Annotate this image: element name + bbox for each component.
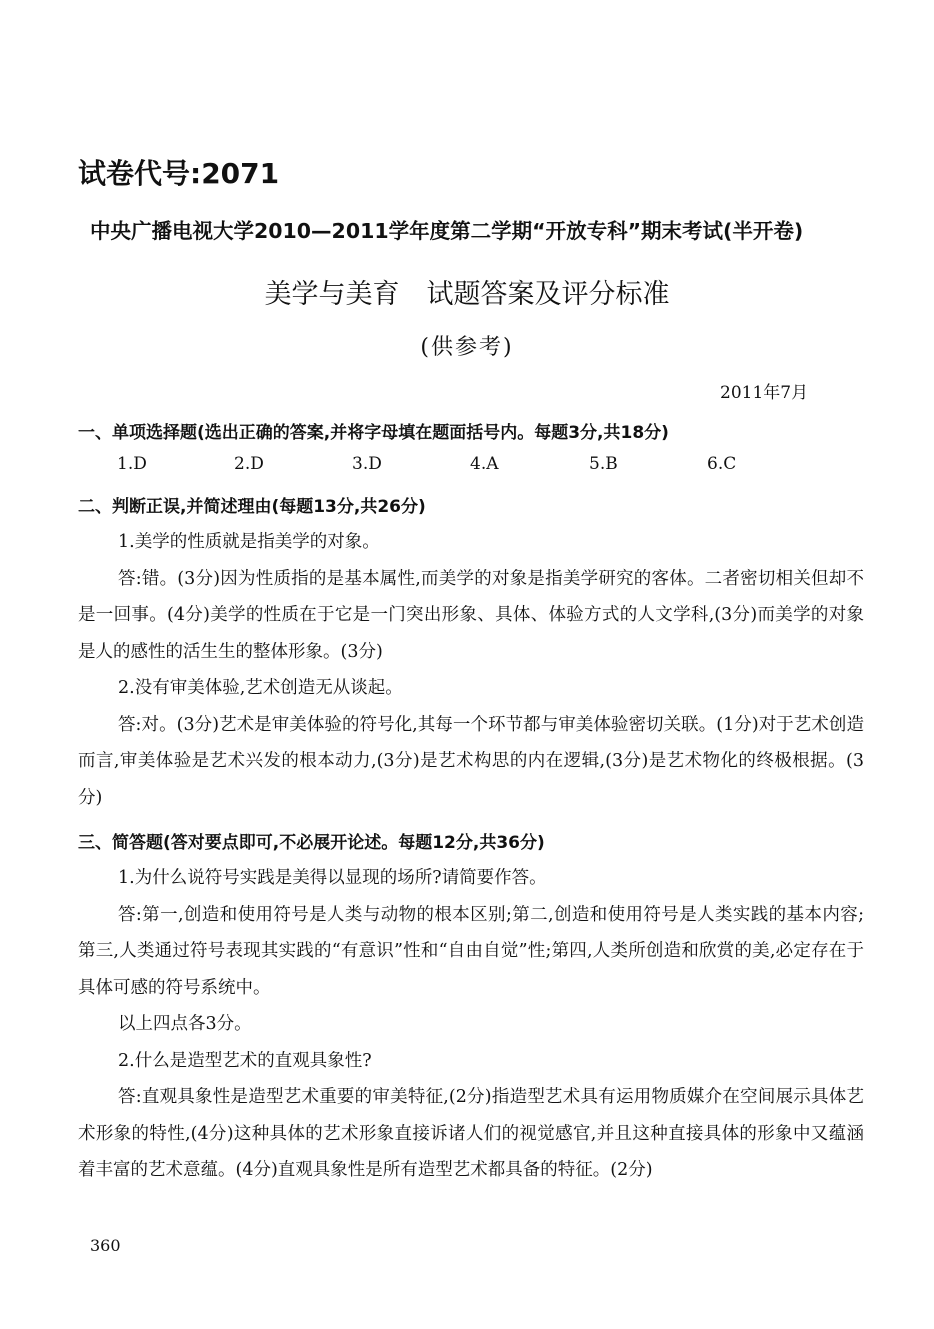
exam-date: 2011年7月 — [720, 383, 809, 403]
mc-answer-2: 2.D — [234, 454, 264, 474]
section3-answer-2: 答:直观具象性是造型艺术重要的审美特征,(2分)指造型艺术具有运用物质媒介在空间展示具体艺术形象的特性,(4分)这种具体的艺术形象直接诉诸人们的视觉感官,并且这种直接具体的形象中又蕴涵着丰富的艺术意蕴。(4分)直观具象性是所有造型艺术都具备的特征。(2分) — [78, 1087, 864, 1180]
section2-heading: 二、判断正误,并简述理由(每题13分,共26分) — [78, 497, 426, 517]
section2-answer-2: 答:对。(3分)艺术是审美体验的符号化,其每一个环节都与审美体验密切关联。(1分)对于艺术创造而言,审美体验是艺术兴发的根本动力,(3分)是艺术构思的内在逻辑,(3分)是艺术物化的终极根据。(3分) — [78, 714, 864, 808]
paper-code: 试卷代号:2071 — [78, 157, 280, 190]
section2-body — [78, 524, 864, 816]
section2-question-2: 2.没有审美体验,艺术创造无从谈起。 — [118, 678, 403, 698]
section2-answer-1: 答:错。(3分)因为性质指的是基本属性,而美学的对象是指美学研究的客体。二者密切相关但却不是一回事。(4分)美学的性质在于它是一门突出形象、具体、体验方式的人文学科,(3分)而美学的对象是人的感性的活生生的整体形象。(3分) — [78, 568, 864, 662]
section3-question-2: 2.什么是造型艺术的直观具象性? — [118, 1050, 372, 1071]
page-number: 360 — [90, 1236, 121, 1255]
page-title: 美学与美育 试题答案及评分标准 — [264, 279, 670, 310]
mc-answer-1: 1.D — [117, 454, 147, 474]
mc-answer-4: 4.A — [470, 454, 499, 474]
mc-answer-5: 5.B — [589, 454, 618, 474]
section3-heading: 三、简答题(答对要点即可,不必展开论述。每题12分,共36分) — [78, 833, 545, 853]
mc-answer-3: 3.D — [352, 454, 382, 474]
exam-header: 中央广播电视大学2010—2011学年度第二学期“开放专科”期末考试(半开卷) — [90, 219, 804, 243]
section1-heading: 一、单项选择题(选出正确的答案,并将字母填在题面括号内。每题3分,共18分) — [78, 423, 669, 443]
section3-answer-1-note: 以上四点各3分。 — [118, 1014, 252, 1034]
section3-body — [78, 860, 864, 1189]
section3-answer-1: 答:第一,创造和使用符号是人类与动物的根本区别;第二,创造和使用符号是人类实践的基本内容;第三,人类通过符号表现其实践的“有意识”性和“自由自觉”性;第四,人类所创造和欣赏的美,必定存在于具体可感的符号系统中。 — [78, 904, 864, 998]
section2-question-1: 1.美学的性质就是指美学的对象。 — [118, 532, 380, 552]
mc-answer-row — [0, 454, 934, 478]
page-subtitle: (供参考) — [420, 335, 514, 360]
mc-answer-6: 6.C — [707, 454, 737, 474]
section3-question-1: 1.为什么说符号实践是美得以显现的场所?请简要作答。 — [118, 868, 547, 888]
